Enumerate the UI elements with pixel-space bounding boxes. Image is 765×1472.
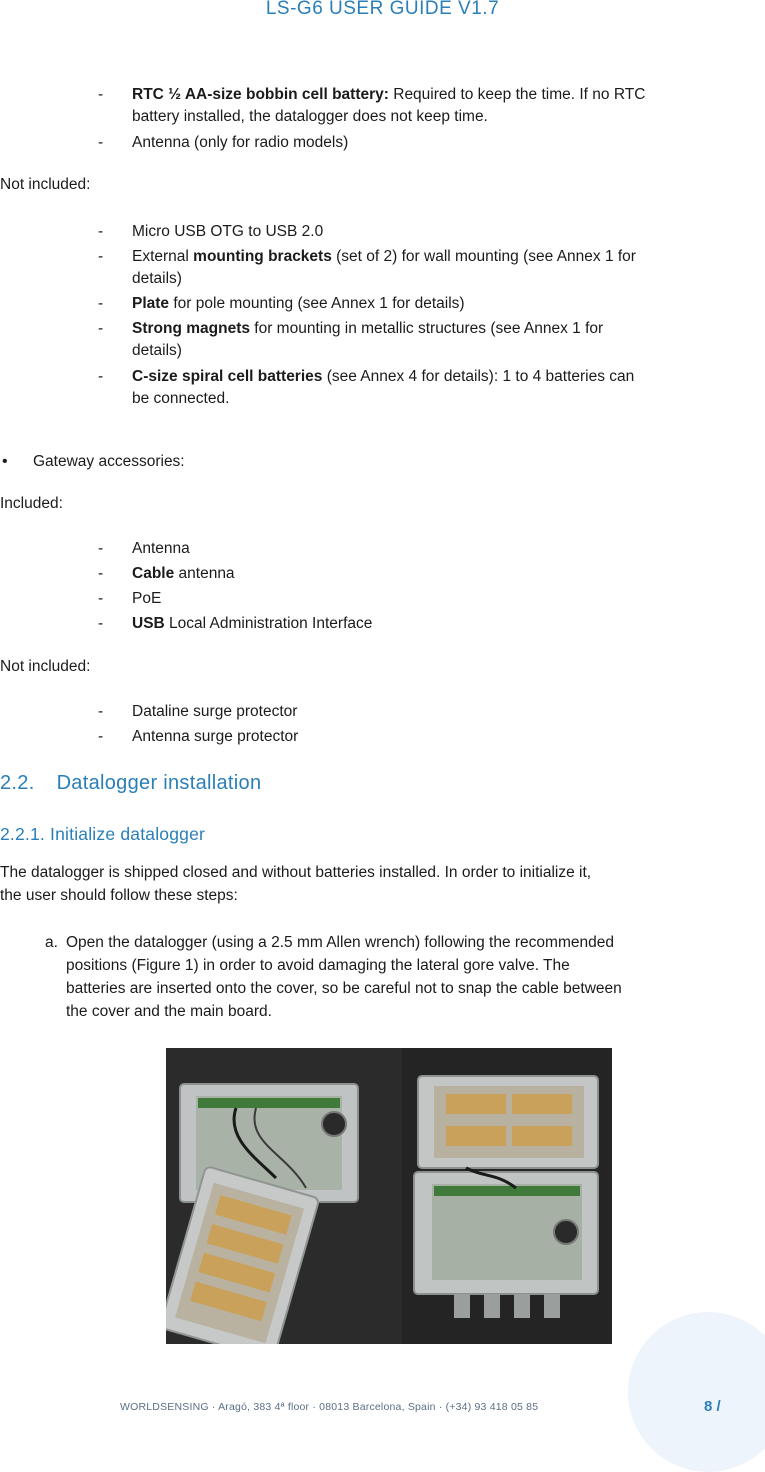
- step-a-line-2: positions (Figure 1) in order to avoid damaging the lateral gore valve. The: [66, 957, 570, 974]
- step-a-line-3: batteries are inserted onto the cover, so be careful not to snap the cable between: [66, 980, 622, 997]
- section-title: Datalogger installation: [56, 772, 262, 794]
- list-dash: [98, 246, 118, 267]
- step-a-line-4: the cover and the main board.: [66, 1003, 272, 1020]
- list-dash: [98, 588, 118, 609]
- list-dash: [98, 221, 118, 242]
- page-number: 8 /: [704, 1398, 721, 1415]
- not-included-label: Not included:: [0, 176, 91, 193]
- list-item-batteries-cont: be connected.: [132, 390, 230, 407]
- list-item-batteries: C-size spiral cell batteries (see Annex 4 for details): 1 to 4 batteries can: [132, 368, 635, 385]
- list-item-usb-admin: USB Local Administration Interface: [132, 615, 373, 632]
- section-number: 2.2.: [0, 772, 35, 794]
- list-item-brackets: External mounting brackets (set of 2) for wall mounting (see Annex 1 for: [132, 248, 636, 265]
- list-item-magnets: Strong magnets for mounting in metallic structures (see Annex 1 for: [132, 320, 604, 337]
- subsection-heading: 2.2.1. Initialize datalogger: [0, 824, 206, 844]
- section-heading: [0, 770, 261, 796]
- list-dash: [98, 726, 118, 747]
- step-a-line-1: Open the datalogger (using a 2.5 mm Allen wrench) following the recommended: [66, 934, 614, 951]
- list-item-cable-antenna: Cable antenna: [132, 565, 235, 582]
- list-dash: [98, 538, 118, 559]
- list-item-antenna: Antenna (only for radio models): [132, 134, 349, 151]
- page-header-title: LS-G6 USER GUIDE V1.7: [265, 0, 500, 19]
- watermark-logo-icon: [628, 1312, 765, 1472]
- bullet: [2, 451, 8, 472]
- list-dash: [98, 84, 118, 105]
- list-dash: [98, 318, 118, 339]
- list-item-dataline-surge: Dataline surge protector: [132, 703, 298, 720]
- list-item-usb-otg: Micro USB OTG to USB 2.0: [132, 223, 324, 240]
- step-marker: a.: [45, 934, 58, 951]
- list-item-antenna-surge: Antenna surge protector: [132, 728, 299, 745]
- intro-line-1: The datalogger is shipped closed and without batteries installed. In order to initialize it,: [0, 864, 592, 881]
- list-dash: [98, 701, 118, 722]
- list-item-brackets-cont: details): [132, 270, 182, 287]
- list-item-poe: PoE: [132, 590, 162, 607]
- list-dash: [98, 563, 118, 584]
- list-item-rtc: RTC ½ AA-size bobbin cell battery: Required to keep the time. If no RTC: [132, 86, 646, 103]
- not-included-label: Not included:: [0, 658, 91, 675]
- list-dash: [98, 366, 118, 387]
- included-label: Included:: [0, 495, 63, 512]
- footer-address: WORLDSENSING · Aragó, 383 4ª floor · 08013 Barcelona, Spain · (+34) 93 418 05 85: [120, 1401, 539, 1413]
- list-dash: [98, 613, 118, 634]
- datalogger-photo-illustration: [166, 1048, 612, 1344]
- list-dash: [98, 293, 118, 314]
- list-item-antenna-2: Antenna: [132, 540, 190, 557]
- list-item-rtc-cont: battery installed, the datalogger does not keep time.: [132, 108, 488, 125]
- list-item-plate: Plate for pole mounting (see Annex 1 for details): [132, 295, 465, 312]
- gateway-accessories: Gateway accessories:: [33, 453, 185, 470]
- list-item-magnets-cont: details): [132, 342, 182, 359]
- intro-line-2: the user should follow these steps:: [0, 887, 238, 904]
- list-dash: [98, 132, 118, 153]
- datalogger-photo: [166, 1048, 612, 1344]
